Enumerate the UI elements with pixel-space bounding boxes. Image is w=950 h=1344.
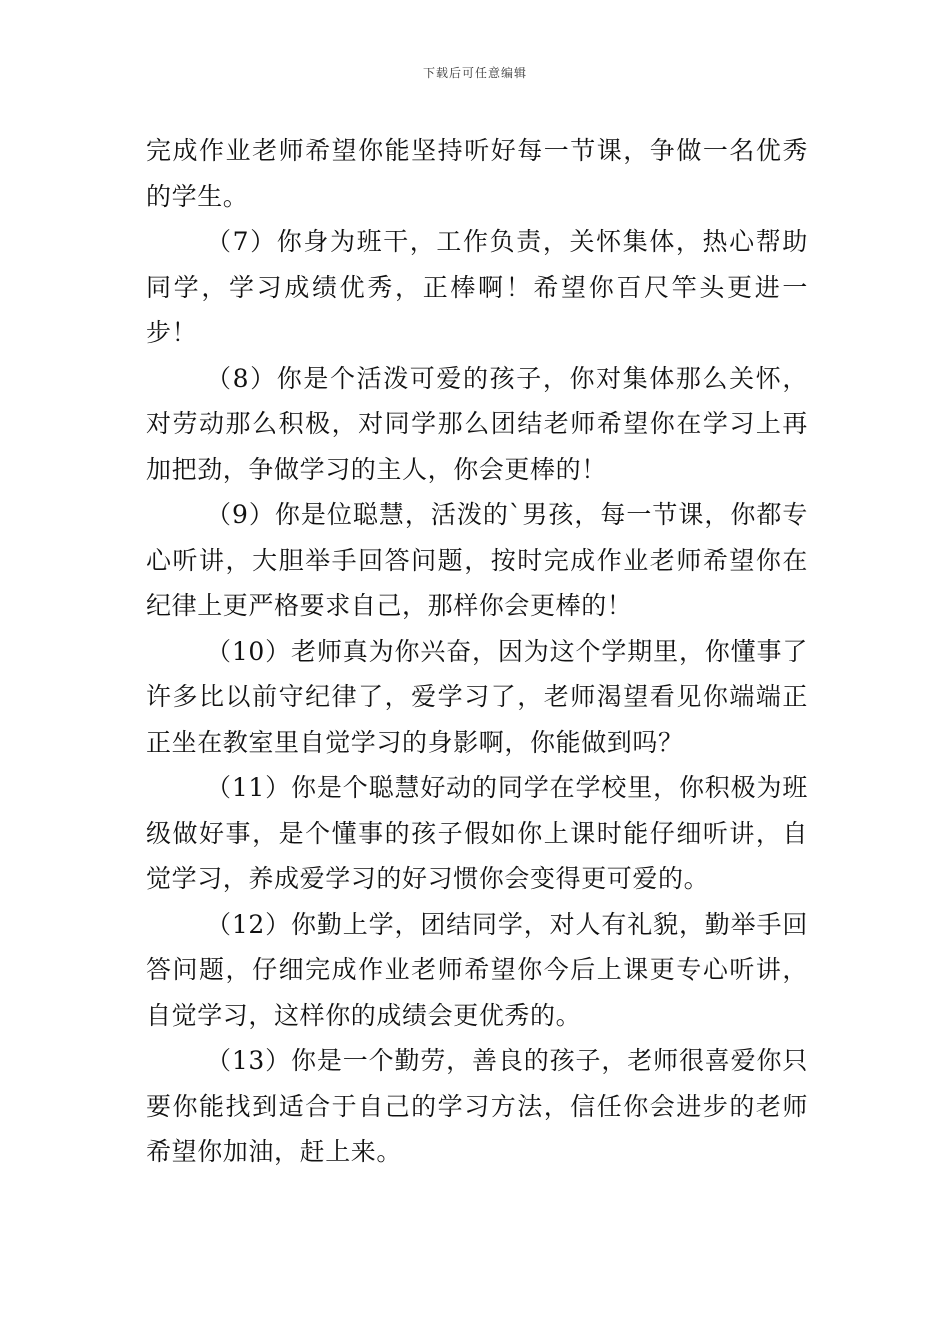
paragraph: （8）你是个活泼可爱的孩子，你对集体那么关怀，对劳动那么积极，对同学那么团结老师希望你在学习上再加把劲，争做学习的主人，你会更棒的！ <box>146 363 808 484</box>
paragraph: （9）你是位聪慧，活泼的`男孩，每一节课，你都专心听讲，大胆举手回答问题，按时完成作业老师希望你在纪律上更严格要求自己，那样你会更棒的！ <box>146 500 808 620</box>
paragraph: （13）你是一个勤劳，善良的孩子，老师很喜爱你只要你能找到适合于自己的学习方法，信任你会进步的老师希望你加油，赶上来。 <box>146 1046 808 1166</box>
paragraph: 完成作业老师希望你能坚持听好每一节课，争做一名优秀的学生。 <box>146 136 808 211</box>
document-body <box>146 128 808 1175</box>
page-header: 下载后可任意编辑 <box>422 66 527 80</box>
paragraph: （12）你勤上学，团结同学，对人有礼貌，勤举手回答问题，仔细完成作业老师希望你今后上课更专心听讲，自觉学习，这样你的成绩会更优秀的。 <box>146 909 808 1030</box>
paragraph: （7）你身为班干，工作负责，关怀集体，热心帮助同学，学习成绩优秀，正棒啊！希望你百尺竿头更进一步！ <box>146 227 808 347</box>
paragraph: （11）你是个聪慧好动的同学在学校里，你积极为班级做好事，是个懂事的孩子假如你上课时能仔细听讲，自觉学习，养成爱学习的好习惯你会变得更可爱的。 <box>146 773 808 893</box>
paragraph: （10）老师真为你兴奋，因为这个学期里，你懂事了许多比以前守纪律了，爱学习了，老师渴望看见你端端正正坐在教室里自觉学习的身影啊，你能做到吗？ <box>146 636 808 757</box>
